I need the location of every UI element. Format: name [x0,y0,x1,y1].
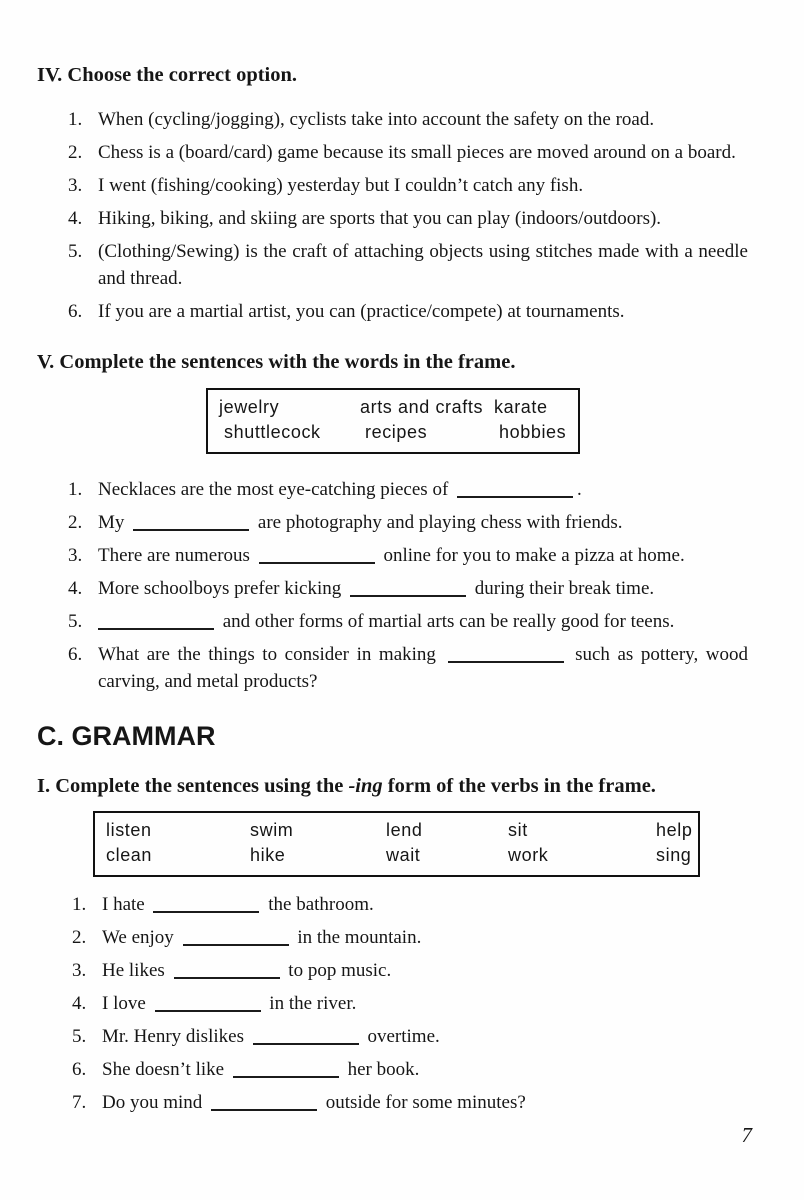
fill-in-blank [153,907,259,913]
item-number: 1. [72,894,87,915]
item-text: I went (fishing/cooking) yesterday but I couldn’t catch any fish. [98,175,584,196]
item-number: 1. [68,479,83,500]
frame-word: clean [106,845,153,865]
item-text [102,990,748,1017]
exercise-item-i-7 [72,1089,748,1116]
item-number: 7. [72,1092,87,1113]
frame-word: swim [250,820,294,840]
fill-in-blank [457,492,573,498]
fill-in-blank [98,624,214,630]
frame-word: hobbies [499,422,567,442]
frame-word: listen [106,820,152,840]
fill-in-blank [350,591,466,597]
text-after-blank: to pop music. [283,960,392,981]
text-before-blank: He likes [102,960,170,981]
text-before-blank: I love [102,993,151,1014]
text-before-blank: Necklaces are the most eye-catching pieces of [98,479,454,500]
item-number: 3. [72,960,87,981]
item-text [102,891,748,918]
item-number: 1. [68,109,83,130]
frame-word: help [656,820,693,840]
frame-word: lend [386,820,423,840]
item-number: 5. [68,241,83,262]
text-after-blank: outside for some minutes? [321,1092,526,1113]
exercise-item-v-1 [68,476,748,503]
section-i-title [37,773,748,799]
exercise-item-i-5 [72,1023,748,1050]
fill-in-blank [253,1039,359,1045]
frame-word: jewelry [219,397,280,417]
fill-in-blank [233,1072,339,1078]
item-number: 2. [68,142,83,163]
frame-word: wait [386,845,421,865]
item-text [102,924,748,951]
text-before-blank: My [98,512,130,533]
text-after-blank: in the mountain. [292,927,422,948]
exercise-item-iv-2 [68,139,748,166]
item-text: Hiking, biking, and skiing are sports that you can play (indoors/outdoors). [98,208,662,229]
word-frame-grammar-row-2 [106,843,698,868]
section-i-list [72,891,748,1116]
item-text: Chess is a (board/card) game because its small pieces are moved around on a board. [98,142,736,163]
section-v-title: V. Complete the sentences with the words in the frame. [37,351,516,373]
item-text [98,641,748,695]
frame-word: recipes [365,422,428,442]
text-before-blank: There are numerous [98,545,255,566]
item-text: If you are a martial artist, you can (practice/compete) at tournaments. [98,301,625,322]
fill-in-blank [259,558,375,564]
exercise-item-iv-4 [68,205,748,232]
fill-in-blank [183,940,289,946]
exercise-item-iv-3 [68,172,748,199]
item-text [98,542,748,569]
text-after-blank: overtime. [362,1026,440,1047]
item-text [98,476,748,503]
exercise-item-i-4 [72,990,748,1017]
item-text [98,509,748,536]
item-number: 3. [68,545,83,566]
title-ing-emphasis: -ing [348,775,383,797]
text-after-blank: and other forms of martial arts can be really good for teens. [218,611,675,632]
exercise-item-iv-6 [68,298,748,325]
frame-word: sing [656,845,692,865]
item-number: 6. [68,301,83,322]
item-number: 3. [68,175,83,196]
fill-in-blank [448,657,564,663]
item-number: 5. [72,1026,87,1047]
item-text [102,1056,748,1083]
title-text: form of the verbs in the frame. [382,775,656,797]
item-text: When (cycling/jogging), cyclists take into account the safety on the road. [98,109,655,130]
frame-word: shuttlecock [224,422,321,442]
frame-word: karate [494,397,548,417]
text-after-blank: online for you to make a pizza at home. [378,545,685,566]
exercise-item-i-3 [72,957,748,984]
item-number: 2. [72,927,87,948]
word-frame-v-row-2 [219,420,578,445]
page-number: 7 [741,1123,752,1147]
text-after-blank: in the river. [264,993,357,1014]
frame-word: work [508,845,549,865]
section-v-list [68,476,748,695]
text-before-blank: What are the things to consider in making [98,644,444,665]
exercise-item-v-2 [68,509,748,536]
exercise-item-i-6 [72,1056,748,1083]
word-frame-v [206,388,580,454]
item-number: 4. [72,993,87,1014]
item-text [98,575,748,602]
text-after-blank: are photography and playing chess with friends. [253,512,623,533]
item-text [98,608,748,635]
item-number: 5. [68,611,83,632]
text-before-blank: Do you mind [102,1092,208,1113]
section-iv-title: IV. Choose the correct option. [37,64,298,86]
item-number: 4. [68,208,83,229]
text-before-blank: More schoolboys prefer kicking [98,578,346,599]
section-iv-list [68,106,748,325]
exercise-item-iv-1 [68,106,748,133]
section-c-grammar-title: C. GRAMMAR [37,721,216,751]
item-text [102,1023,748,1050]
fill-in-blank [211,1105,317,1111]
exercise-item-i-2 [72,924,748,951]
item-number: 2. [68,512,83,533]
item-text: (Clothing/Sewing) is the craft of attaching objects using stitches made with a needle and thread. [98,241,748,289]
text-after-blank: her book. [342,1059,420,1080]
text-before-blank: She doesn’t like [102,1059,229,1080]
fill-in-blank [155,1006,261,1012]
text-after-blank: such as pottery, wood carving, and metal products? [98,644,748,692]
text-before-blank: Mr. Henry dislikes [102,1026,249,1047]
item-number: 6. [68,644,83,665]
exercise-item-v-6 [68,641,748,695]
item-number: 6. [72,1059,87,1080]
word-frame-grammar [93,811,700,877]
exercise-item-v-4 [68,575,748,602]
exercise-item-iv-5 [68,238,748,292]
text-before-blank: We enjoy [102,927,179,948]
text-after-blank: during their break time. [470,578,655,599]
frame-word: sit [508,820,528,840]
item-number: 4. [68,578,83,599]
item-text [102,957,748,984]
exercise-item-v-5 [68,608,748,635]
frame-word: arts and crafts [360,397,484,417]
frame-word: hike [250,845,286,865]
title-text: I. Complete the sentences using the [37,775,349,797]
item-text [102,1089,748,1116]
text-before-blank: I hate [102,894,150,915]
fill-in-blank [133,525,249,531]
word-frame-grammar-row-1 [106,818,698,843]
exercise-item-i-1 [72,891,748,918]
text-after-blank: the bathroom. [263,894,374,915]
fill-in-blank [174,973,280,979]
word-frame-v-row-1 [219,395,578,420]
exercise-item-v-3 [68,542,748,569]
text-after-blank: . [577,479,582,500]
